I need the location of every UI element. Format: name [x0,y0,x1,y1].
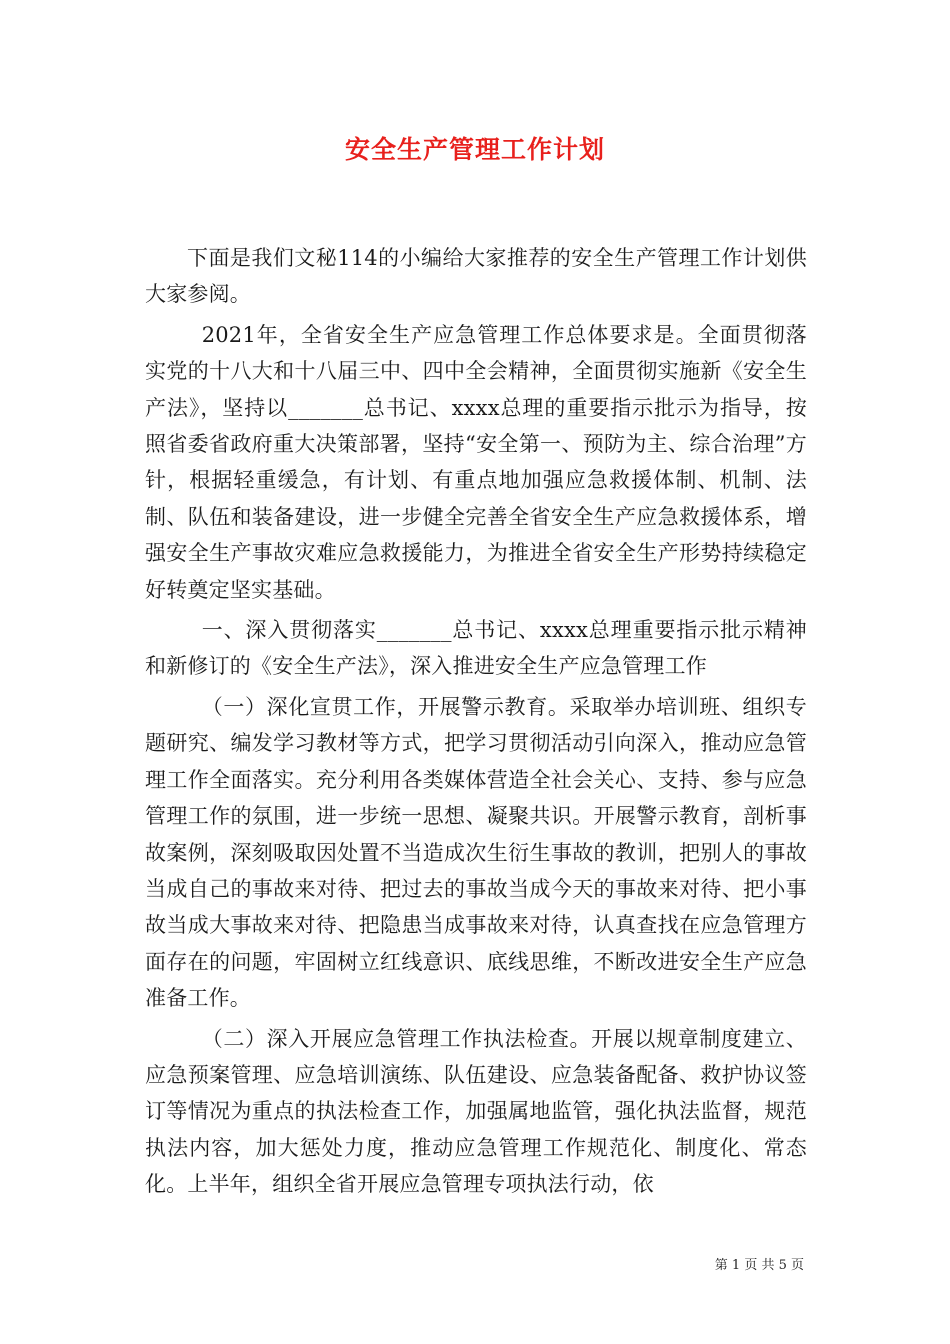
intro-paragraph: 下面是我们文秘114的小编给大家推荐的安全生产管理工作计划供大家参阅。 [145,246,807,307]
document-body [145,240,807,1207]
section-one-heading: 一、深入贯彻落实_______总书记、xxxx总理重要指示批示精神和新修订的《安全生产法》，深入推进安全生产应急管理工作 [145,618,807,679]
subsection-one-paragraph: （一）深化宣贯工作，开展警示教育。采取举办培训班、组织专题研究、编发学习教材等方式，把学习贯彻活动引向深入，推动应急管理工作全面落实。充分利用各类媒体营造全社会关心、支持、参与应急管理工作的氛围，进一步统一思想、凝聚共识。开展警示教育，剖析事故案例，深刻吸取因处置不当造成次生衍生事故的教训，把别人的事故当成自己的事故来对待、把过去的事故当成今天的事故来对待、把小事故当成大事故来对待、把隐患当成事故来对待，认真查找在应急管理方面存在的问题，牢固树立红线意识、底线思维，不断改进安全生产应急准备工作。 [145,694,807,1011]
requirements-paragraph: 2021年，全省安全生产应急管理工作总体要求是。全面贯彻落实党的十八大和十八届三中、四中全会精神，全面贯彻实施新《安全生产法》，坚持以_______总书记、xxxx总理的重要指示批示为指导，按照省委省政府重大决策部署，坚持“安全第一、预防为主、综合治理”方针，根据轻重缓急，有计划、有重点地加强应急救援体制、机制、法制、队伍和装备建设，进一步健全完善全省安全生产应急救援体系，增强安全生产事故灾难应急救援能力，为推进全省安全生产形势持续稳定好转奠定坚实基础。 [145,322,807,602]
subsection-two-paragraph: （二）深入开展应急管理工作执法检查。开展以规章制度建立、应急预案管理、应急培训演练、队伍建设、应急装备配备、救护协议签订等情况为重点的执法检查工作，加强属地监管，强化执法监督，规范执法内容，加大惩处力度，推动应急管理工作规范化、制度化、常态化。上半年，组织全省开展应急管理专项执法行动，依 [145,1026,807,1197]
document-title: 安全生产管理工作计划 [344,135,605,164]
page-number: 第 1 页 共 5 页 [714,1258,804,1273]
